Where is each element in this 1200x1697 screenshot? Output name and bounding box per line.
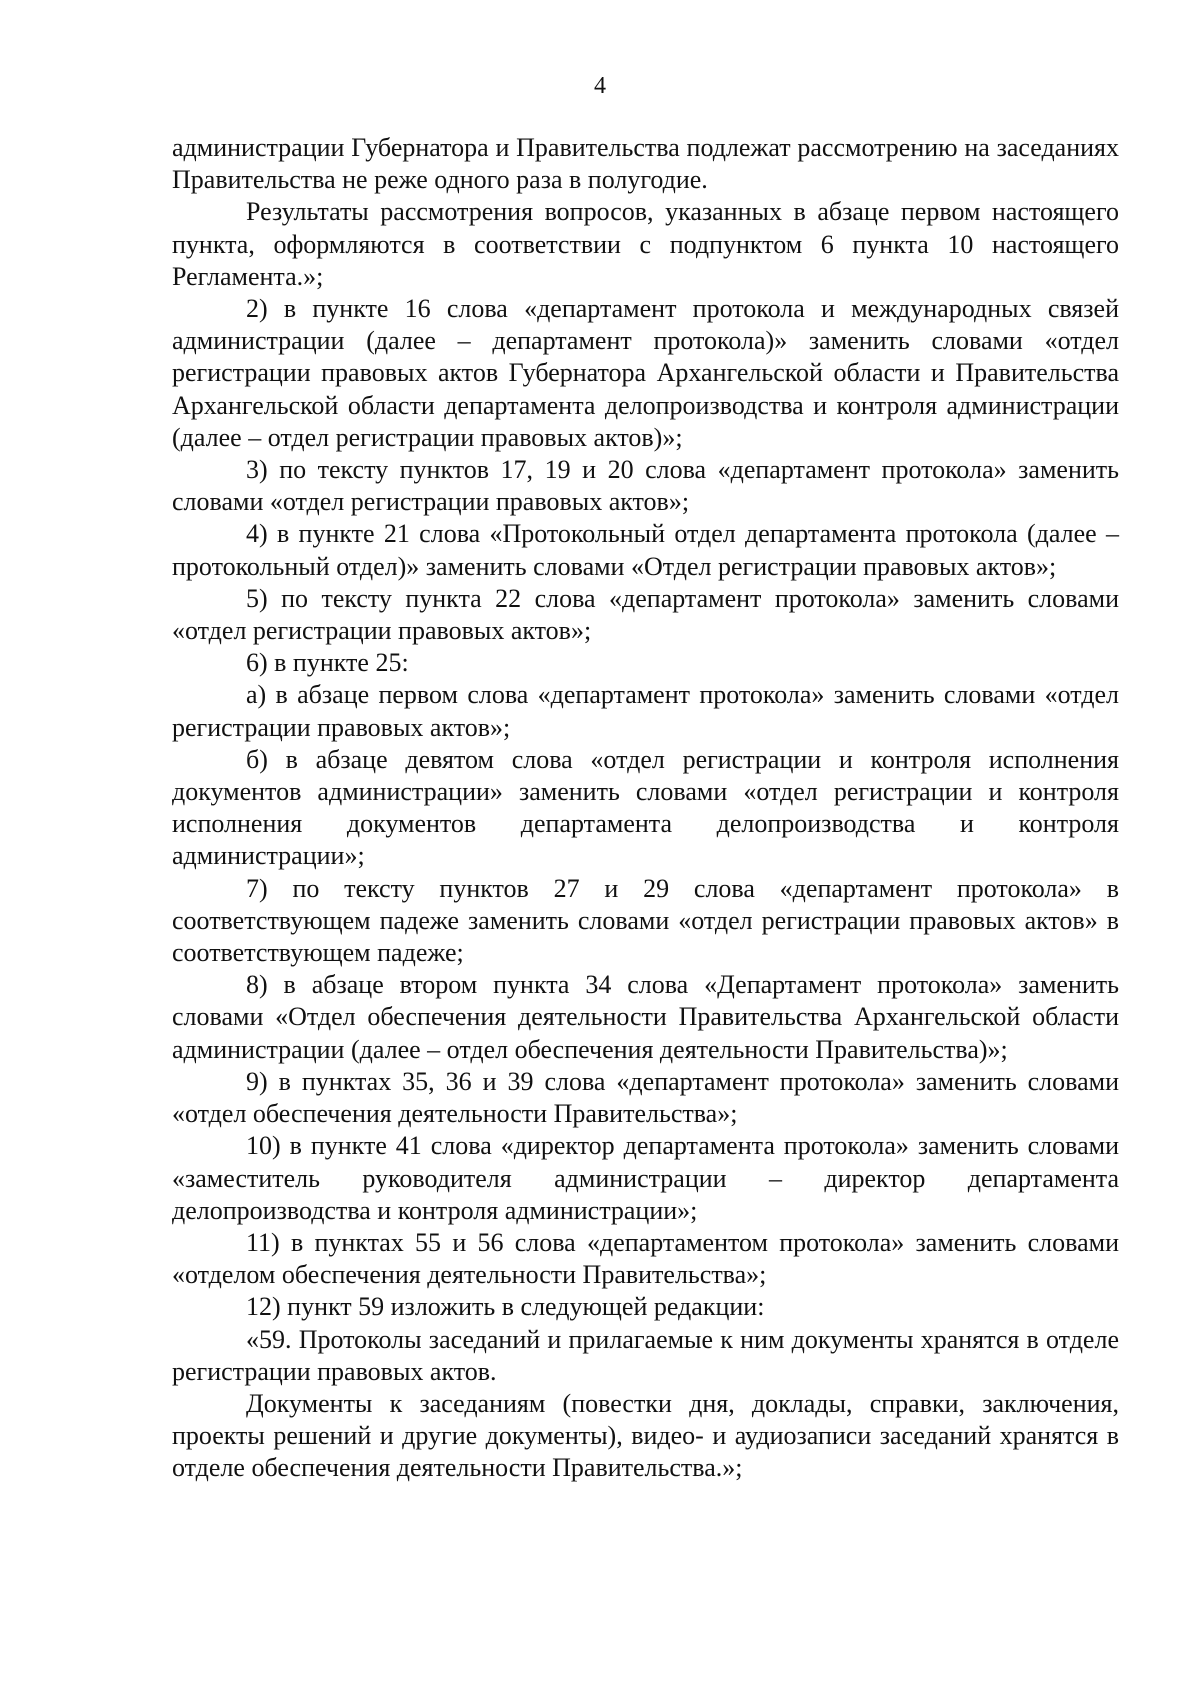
item-4-clause-21: 4) в пункте 21 слова «Протокольный отдел департамента протокола (далее – протокольный отдел)» заменить словами «Отдел регистрации правовых актов»; — [172, 519, 1119, 581]
item-11-clauses-55-56: 11) в пунктах 55 и 56 слова «департаментом протокола» заменить словами «отделом обеспечения деятельности Правительства»; — [172, 1227, 1119, 1290]
clause-59-documents: Документы к заседаниям (повестки дня, доклады, справки, заключения, проекты решений и другие документы), видео- и аудиозаписи заседаний хранятся в отделе обеспечения деятельности Правительства.»; — [172, 1388, 1119, 1483]
item-9-clauses-35-36-39: 9) в пунктах 35, 36 и 39 слова «департамент протокола» заменить словами «отдел обеспечения деятельности Правительства»; — [172, 1066, 1119, 1129]
item-2-clause-16: 2) в пункте 16 слова «департамент протокола и международных связей администрации (далее – департамент протокола)» заменить словами «отдел регистрации правовых актов Губернатора Архангельской области и Правительства Архангельской области департамента делопроизводства и контроля администрации (далее – отдел регистрации правовых актов)»; — [172, 294, 1119, 452]
document-body — [172, 132, 1119, 1485]
clause-59-text: «59. Протоколы заседаний и прилагаемые к ним документы хранятся в отделе регистрации правовых актов. — [172, 1324, 1119, 1386]
item-7-clauses-27-29: 7) по тексту пунктов 27 и 29 слова «департамент протокола» в соответствующем падеже заменить словами «отдел регистрации правовых актов» в соответствующем падеже; — [172, 873, 1119, 968]
page-number: 4 — [594, 73, 606, 99]
item-8-clause-34: 8) в абзаце втором пункта 34 слова «Департамент протокола» заменить словами «Отдел обеспечения деятельности Правительства Архангельской области администрации (далее – отдел обеспечения деятельности Правительства)»; — [172, 970, 1119, 1064]
paragraph-continuation: администрации Губернатора и Правительства подлежат рассмотрению на заседаниях Правительства не реже одного раза в полугодие. — [172, 133, 1119, 195]
subitem-a: а) в абзаце первом слова «департамент протокола» заменить словами «отдел регистрации правовых актов»; — [172, 680, 1119, 742]
item-6-clause-25: 6) в пункте 25: — [246, 648, 409, 678]
subitem-b: б) в абзаце девятом слова «отдел регистрации и контроля исполнения документов администрации» заменить словами «отдел регистрации и контроля исполнения документов департамента делопроизводства и контроля администрации»; — [172, 744, 1119, 871]
item-12-clause-59: 12) пункт 59 изложить в следующей редакции: — [246, 1292, 765, 1322]
paragraph-review-results: Результаты рассмотрения вопросов, указанных в абзаце первом настоящего пункта, оформляются в соответствии с подпунктом 6 пункта 10 настоящего Регламента.»; — [172, 197, 1119, 291]
item-5-clause-22: 5) по тексту пункта 22 слова «департамент протокола» заменить словами «отдел регистрации правовых актов»; — [172, 583, 1119, 646]
item-10-clause-41: 10) в пункте 41 слова «директор департамента протокола» заменить словами «заместитель руководителя администрации – директор департамента делопроизводства и контроля администрации»; — [172, 1131, 1119, 1225]
item-3-clauses-17-19-20: 3) по тексту пунктов 17, 19 и 20 слова «департамент протокола» заменить словами «отдел регистрации правовых актов»; — [172, 455, 1119, 517]
